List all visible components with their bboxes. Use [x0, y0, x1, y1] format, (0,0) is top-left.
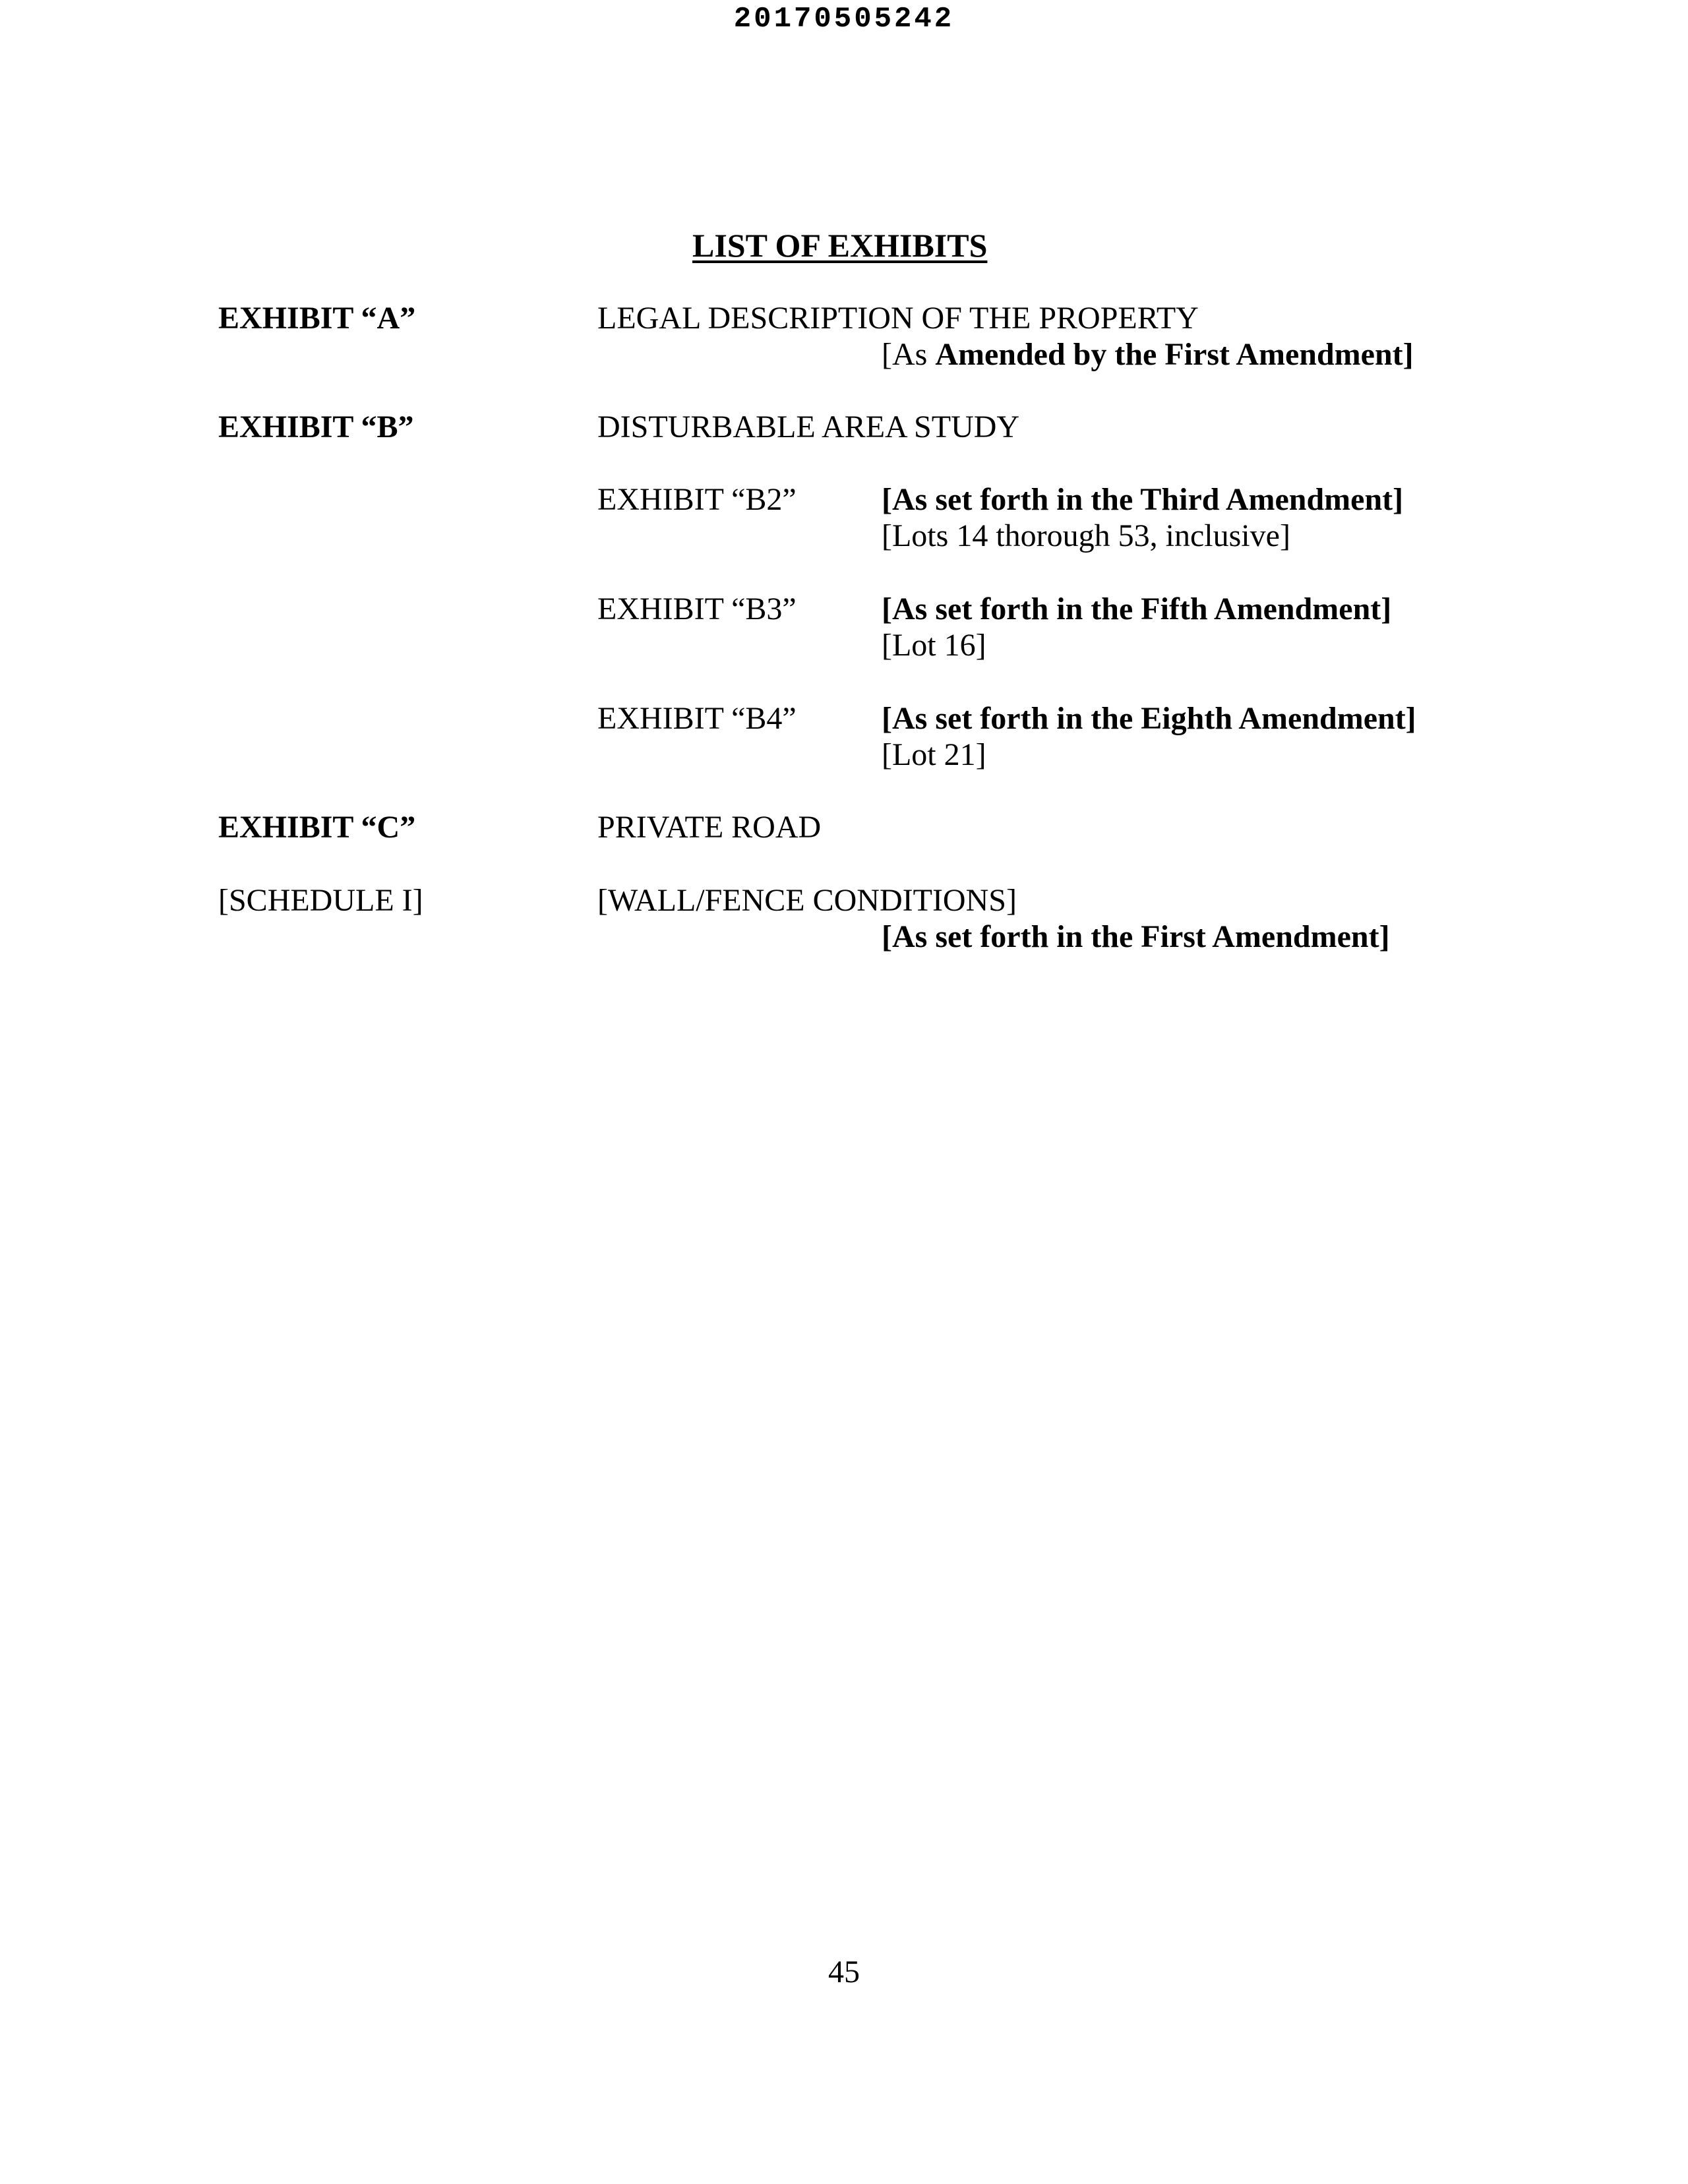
- exhibit-b4-detail: [Lot 21]: [882, 737, 986, 772]
- exhibit-b2-label: EXHIBIT “B2”: [597, 482, 797, 517]
- exhibit-a-note-bold: Amended by the First Amendment]: [935, 337, 1414, 372]
- exhibit-a-note: [882, 336, 1414, 373]
- schedule-description: [WALL/FENCE CONDITIONS]: [597, 883, 1017, 918]
- exhibit-b-description: DISTURBABLE AREA STUDY: [597, 410, 1020, 444]
- page-title: LIST OF EXHIBITS: [692, 227, 988, 264]
- schedule-note: [As set forth in the First Amendment]: [882, 919, 1390, 954]
- document-number: 20170505242: [733, 3, 955, 36]
- schedule-label: [SCHEDULE I]: [218, 883, 423, 918]
- exhibit-c-label: EXHIBIT “C”: [218, 810, 416, 845]
- exhibit-b3-detail: [Lot 16]: [882, 628, 986, 663]
- exhibit-b2-note: [As set forth in the Third Amendment]: [882, 482, 1404, 517]
- exhibit-a-note-prefix: [As: [882, 337, 936, 372]
- exhibit-b2-detail: [Lots 14 thorough 53, inclusive]: [882, 518, 1290, 553]
- exhibit-b4-label: EXHIBIT “B4”: [597, 701, 797, 736]
- exhibit-b-label: EXHIBIT “B”: [218, 410, 414, 444]
- exhibit-b3-label: EXHIBIT “B3”: [597, 592, 797, 626]
- exhibit-b3-note: [As set forth in the Fifth Amendment]: [882, 592, 1392, 626]
- page-number: 45: [828, 1955, 860, 1989]
- exhibit-a-label: EXHIBIT “A”: [218, 301, 416, 336]
- exhibit-b4-note: [As set forth in the Eighth Amendment]: [882, 701, 1416, 736]
- exhibit-c-description: PRIVATE ROAD: [597, 810, 822, 845]
- exhibit-a-description: LEGAL DESCRIPTION OF THE PROPERTY: [597, 301, 1199, 336]
